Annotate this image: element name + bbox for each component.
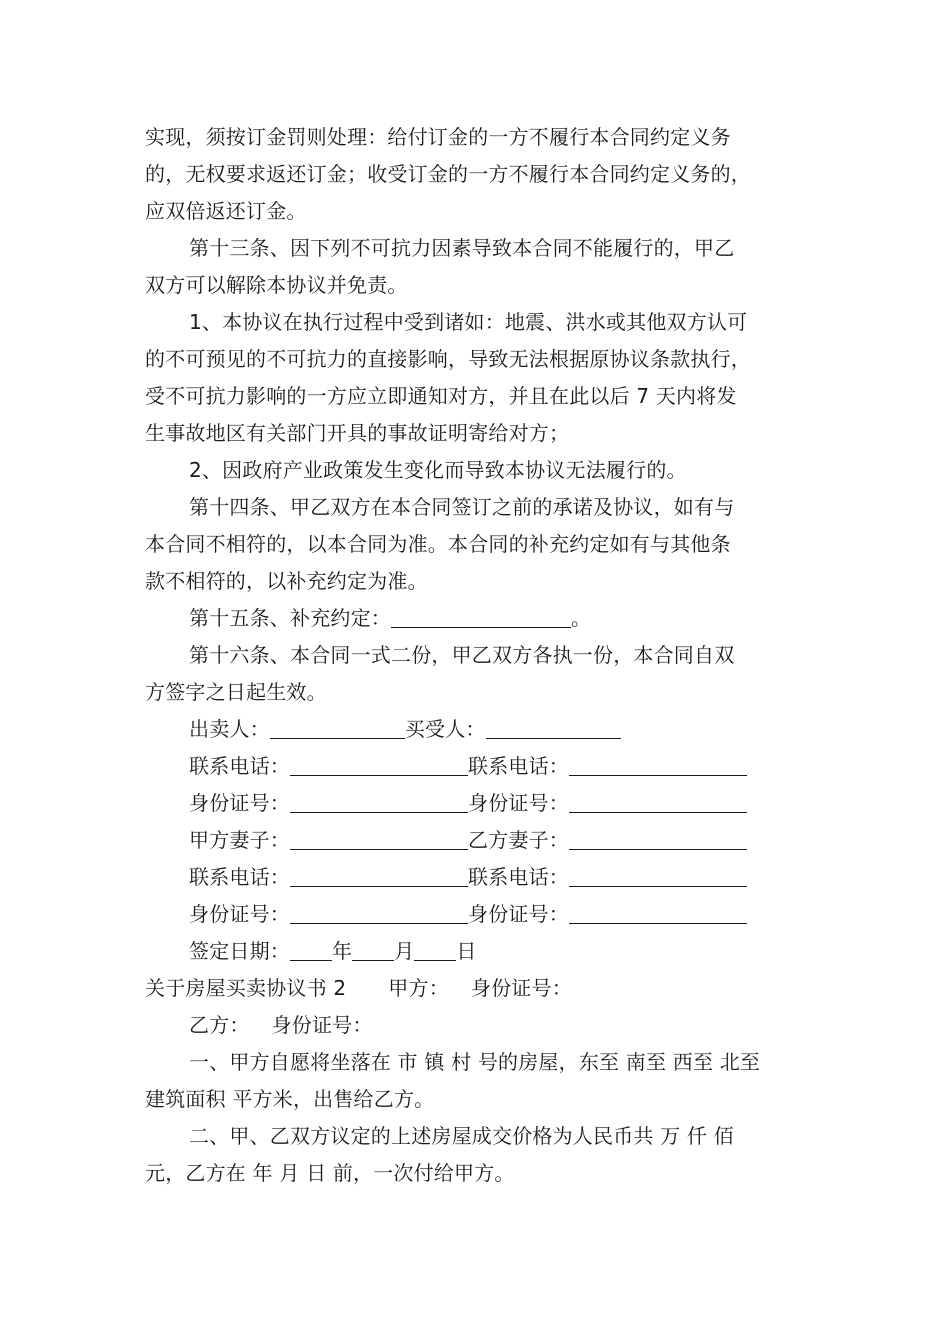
field-label: 身份证号： — [468, 791, 569, 815]
seller-blank[interactable] — [270, 714, 405, 739]
seller-label: 出卖人： — [189, 717, 270, 741]
field-blank[interactable] — [290, 899, 468, 924]
signature-row — [145, 896, 810, 933]
signature-row — [145, 748, 810, 785]
party-b-id-label: 身份证号： — [271, 1013, 373, 1037]
field-label: 联系电话： — [468, 754, 569, 778]
supplement-blank[interactable] — [391, 603, 571, 628]
text-line: 本合同不相符的，以本合同为准。本合同的补充约定如有与其他条 — [145, 532, 731, 556]
second-doc-title: 关于房屋买卖协议书 2 — [145, 976, 347, 1000]
clause-14: 第十四条、甲乙双方在本合同签订之前的承诺及协议，如有与 — [189, 495, 735, 519]
year-label: 年 — [332, 939, 353, 963]
text-line: 生事故地区有关部门开具的事故证明寄给对方； — [145, 421, 570, 445]
field-label: 联系电话： — [189, 754, 290, 778]
party-a-label: 甲方： — [388, 976, 449, 1000]
force-majeure-item-1: 1、本协议在执行过程中受到诸如：地震、洪水或其他双方认可 — [189, 310, 748, 334]
text-line: 的不可预见的不可抗力的直接影响，导致无法根据原协议条款执行， — [145, 347, 751, 371]
party-b-label: 乙方： — [189, 1013, 250, 1037]
field-blank[interactable] — [290, 825, 468, 850]
field-label: 身份证号： — [189, 902, 290, 926]
party-a-id-label: 身份证号： — [470, 976, 572, 1000]
seller-buyer-row — [145, 711, 810, 748]
signature-row — [145, 785, 810, 822]
field-blank[interactable] — [569, 751, 747, 776]
second-doc-clause-1: 一、甲方自愿将坐落在 市 镇 村 号的房屋，东至 南至 西至 北至 — [189, 1050, 761, 1074]
text-line: 建筑面积 平方米，出售给乙方。 — [145, 1087, 435, 1111]
clause-15-label: 第十五条、补充约定： — [189, 606, 391, 630]
second-doc-title-row — [145, 970, 810, 1007]
date-label: 签定日期： — [189, 939, 290, 963]
field-blank[interactable] — [569, 862, 747, 887]
clause-13: 第十三条、因下列不可抗力因素导致本合同不能履行的，甲乙 — [189, 236, 735, 260]
field-blank[interactable] — [290, 862, 468, 887]
clause-16: 第十六条、本合同一式二份，甲乙双方各执一份，本合同自双 — [189, 643, 735, 667]
field-label: 甲方妻子： — [189, 828, 290, 852]
field-blank[interactable] — [290, 751, 468, 776]
field-label: 身份证号： — [468, 902, 569, 926]
text-line: 受不可抗力影响的一方应立即通知对方，并且在此以后 7 天内将发 — [145, 384, 737, 408]
day-label: 日 — [456, 939, 477, 963]
year-blank[interactable] — [290, 936, 332, 961]
field-label: 身份证号： — [189, 791, 290, 815]
buyer-label: 买受人： — [404, 717, 486, 741]
clause-15 — [145, 600, 810, 637]
day-blank[interactable] — [414, 936, 456, 961]
party-b-row — [145, 1007, 810, 1044]
text-line: 的，无权要求返还订金；收受订金的一方不履行本合同约定义务的， — [145, 162, 751, 186]
text-line: 实现，须按订金罚则处理：给付订金的一方不履行本合同约定义务 — [145, 125, 731, 149]
field-blank[interactable] — [290, 788, 468, 813]
text-line: 方签字之日起生效。 — [145, 680, 327, 704]
sign-date-row — [145, 933, 810, 970]
field-label: 联系电话： — [468, 865, 569, 889]
signature-row — [145, 822, 810, 859]
second-doc-clause-2: 二、甲、乙双方议定的上述房屋成交价格为人民币共 万 仟 佰 — [189, 1124, 734, 1148]
text-line: 应双倍返还订金。 — [145, 199, 307, 223]
text-line: 双方可以解除本协议并免责。 — [145, 273, 408, 297]
month-label: 月 — [394, 939, 415, 963]
text-line: 元，乙方在 年 月 日 前，一次付给甲方。 — [145, 1161, 515, 1185]
field-label: 乙方妻子： — [468, 828, 569, 852]
clause-15-suffix: 。 — [571, 606, 592, 630]
field-label: 联系电话： — [189, 865, 290, 889]
document-body — [145, 119, 810, 1192]
signature-row — [145, 859, 810, 896]
buyer-blank[interactable] — [486, 714, 621, 739]
field-blank[interactable] — [569, 825, 747, 850]
field-blank[interactable] — [569, 788, 747, 813]
field-blank[interactable] — [569, 899, 747, 924]
month-blank[interactable] — [352, 936, 394, 961]
text-line: 款不相符的，以补充约定为准。 — [145, 569, 428, 593]
force-majeure-item-2: 2、因政府产业政策发生变化而导致本协议无法履行的。 — [189, 458, 687, 482]
